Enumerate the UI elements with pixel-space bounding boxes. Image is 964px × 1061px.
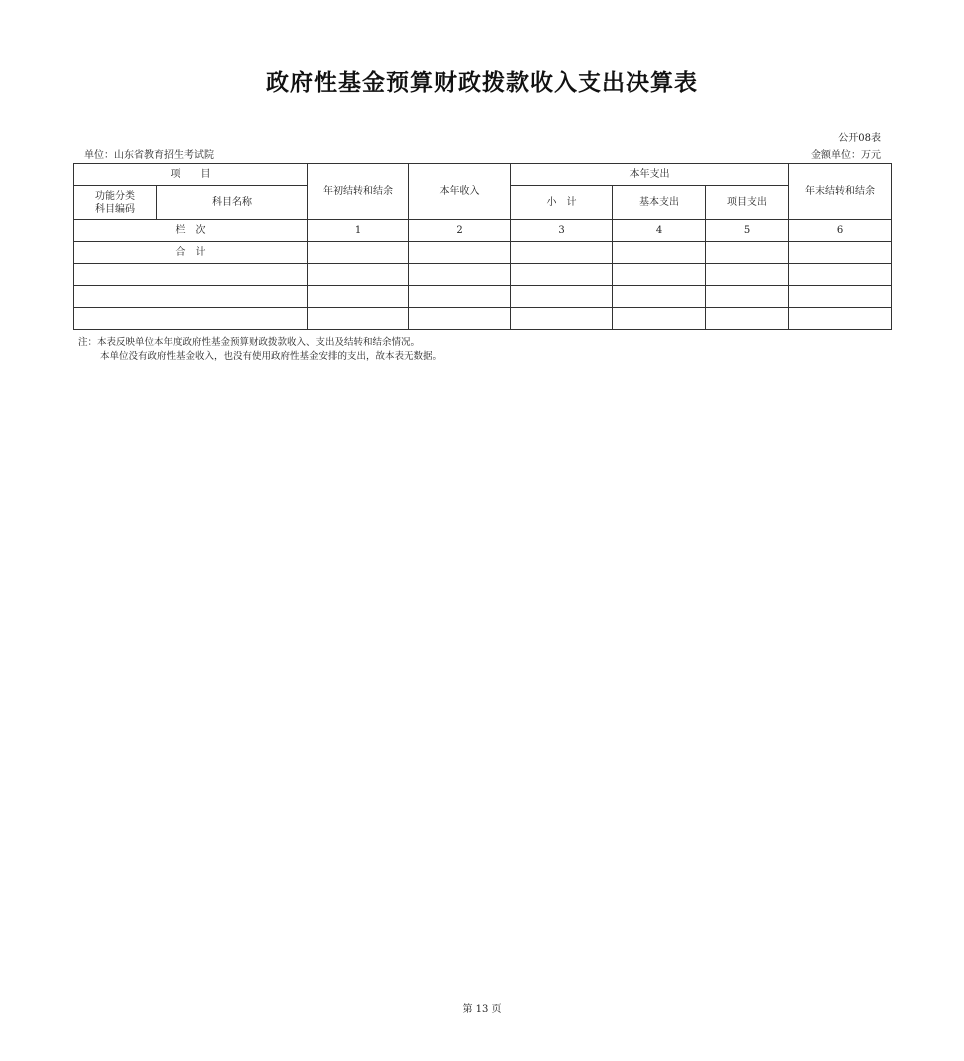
table-cell: [706, 308, 789, 330]
table-cell: [789, 286, 892, 308]
column-number-6: 6: [789, 220, 892, 242]
table-row: [74, 264, 892, 286]
note-line-1: 注：本表反映单位本年度政府性基金预算财政拨款收入、支出及结转和结余情况。: [78, 337, 421, 348]
total-cell: [511, 242, 613, 264]
total-cell: [789, 242, 892, 264]
total-cell: [613, 242, 706, 264]
header-current-income: 本年收入: [409, 164, 511, 220]
header-row-1: [74, 164, 892, 186]
total-label: 合 计: [74, 242, 308, 264]
column-number-2: 2: [409, 220, 511, 242]
table-cell: [74, 308, 308, 330]
header-item: 项 目: [74, 164, 308, 186]
table-cell: [613, 308, 706, 330]
table-cell: [74, 286, 308, 308]
table-cell: [409, 264, 511, 286]
table-cell: [511, 286, 613, 308]
table-cell: [308, 308, 409, 330]
table-cell: [308, 264, 409, 286]
column-number-3: 3: [511, 220, 613, 242]
table-cell: [511, 308, 613, 330]
header-subject-code: 科目编码: [95, 203, 135, 215]
header-current-expense: 本年支出: [511, 164, 789, 186]
total-cell: [308, 242, 409, 264]
table-cell: [789, 308, 892, 330]
table-row: [74, 308, 892, 330]
form-number: 公开08表: [838, 133, 881, 144]
table-cell: [613, 286, 706, 308]
header-func-class: 功能分类: [95, 190, 135, 202]
column-number-label: 栏 次: [74, 220, 308, 242]
column-number-4: 4: [613, 220, 706, 242]
table-cell: [74, 264, 308, 286]
table-cell: [613, 264, 706, 286]
table-cell: [409, 308, 511, 330]
total-row: [74, 242, 892, 264]
table-cell: [706, 264, 789, 286]
page-title: 政府性基金预算财政拨款收入支出决算表: [266, 69, 698, 96]
column-number-row: [74, 220, 892, 242]
note-line-2: 本单位没有政府性基金收入，也没有使用政府性基金安排的支出，故本表无数据。: [100, 351, 443, 362]
total-cell: [409, 242, 511, 264]
header-subtotal: 小 计: [511, 186, 613, 220]
table-cell: [706, 286, 789, 308]
header-func-class-code: [74, 186, 157, 220]
total-cell: [706, 242, 789, 264]
header-subject-name: 科目名称: [157, 186, 308, 220]
amount-unit: 金额单位：万元: [811, 150, 881, 161]
reporting-unit: 单位：山东省教育招生考试院: [84, 150, 214, 161]
header-closing-balance: 年末结转和结余: [789, 164, 892, 220]
table-notes: [78, 336, 442, 364]
header-project-expense: 项目支出: [706, 186, 789, 220]
budget-table: [73, 163, 892, 330]
table-row: [74, 286, 892, 308]
header-basic-expense: 基本支出: [613, 186, 706, 220]
table-cell: [789, 264, 892, 286]
table-cell: [308, 286, 409, 308]
table-cell: [511, 264, 613, 286]
page-number: 第 13 页: [462, 1004, 502, 1015]
column-number-5: 5: [706, 220, 789, 242]
header-opening-balance: 年初结转和结余: [308, 164, 409, 220]
table-cell: [409, 286, 511, 308]
column-number-1: 1: [308, 220, 409, 242]
